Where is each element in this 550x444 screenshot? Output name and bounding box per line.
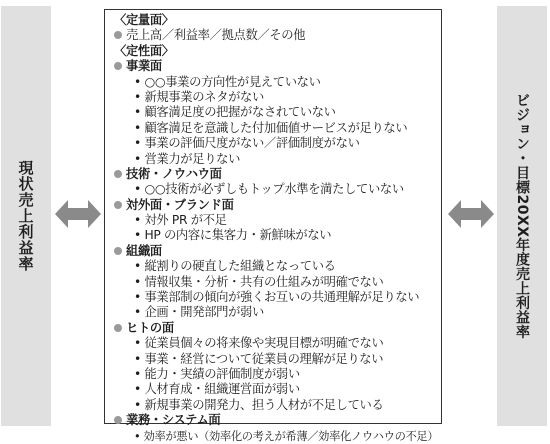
current-state-title: 現状売上利益率	[16, 160, 35, 272]
group-title	[114, 321, 441, 336]
current-state-panel	[1, 6, 51, 426]
group-item: • 新規事業のネタがない	[134, 89, 264, 104]
group-item-text: 従業員個々の将来像や実現目標が明確でない	[144, 336, 384, 351]
group-title-text: ヒトの面	[126, 320, 174, 335]
group-item-text: 企画・開発部門が弱い	[144, 305, 264, 320]
group-item: • 事業部制の傾向が強くお互いの共通理解が足りない	[134, 290, 420, 305]
group-item-text: ○○事業の方向性が見えていない	[144, 74, 321, 89]
group-item-text: 対外 PR が不足	[144, 213, 227, 228]
group-item-text: 情報収集・分析・共有の仕組みが明確でない	[144, 274, 384, 289]
bullet-icon	[114, 416, 122, 424]
quantitative-item-text: 売上高／利益率／拠点数／その他	[126, 28, 306, 43]
group-item: • 営業力が足りない	[134, 151, 241, 166]
group-item-text: 新規事業の開発力、担う人材が不足している	[144, 397, 384, 412]
group-title-text: 業務・システム面	[126, 413, 221, 428]
qualitative-heading: 〈定性面〉	[114, 43, 174, 58]
group-item-text: 縦割りの硬直した組織となっている	[144, 259, 336, 274]
group-item-text: ○○技術が必ずしもトップ水準を満たしていない	[144, 182, 404, 197]
group-item-text: 顧客満足度の把握がなされていない	[144, 105, 336, 120]
double-arrow-right-icon	[448, 199, 494, 229]
group-title	[114, 198, 441, 213]
vision-goal-panel	[497, 6, 547, 426]
group-item: • HP の内容に集客力・新鮮味がない	[134, 228, 332, 243]
group-item-text: 新規事業のネタがない	[144, 89, 264, 104]
group-title-text: 組織面	[126, 243, 162, 258]
group-title	[114, 59, 441, 74]
group-item: • 新規事業の開発力、担う人材が不足している	[134, 397, 384, 412]
qualitative-groups	[114, 59, 441, 444]
group-title	[114, 167, 441, 182]
group-item: • ○○技術が必ずしもトップ水準を満たしていない	[134, 182, 404, 197]
group-item-text: 人材育成・組織運営面が弱い	[144, 382, 300, 397]
group-item: • 従業員個々の将来像や実現目標が明確でない	[134, 336, 384, 351]
group-item-text: 顧客満足を意識した付加価値サービスが足りない	[144, 120, 408, 135]
group-item: • 人材育成・組織運営面が弱い	[134, 382, 300, 397]
group-item-text: HP の内容に集客力・新鮮味がない	[144, 228, 332, 243]
group-item: • 効率が悪い（効率化の考えが希薄／効率化ノウハウの不足）	[134, 429, 439, 443]
group-title-text: 事業面	[126, 59, 162, 74]
bullet-icon	[114, 170, 122, 178]
group-title	[114, 244, 441, 259]
group-title	[114, 413, 441, 428]
bullet-icon	[114, 201, 122, 209]
bullet-icon	[114, 62, 122, 70]
group-item: • 縦割りの硬直した組織となっている	[134, 259, 336, 274]
issues-box	[104, 9, 442, 443]
group-item: • 顧客満足度の把握がなされていない	[134, 105, 336, 120]
group-item: • 企画・開発部門が弱い	[134, 305, 264, 320]
group-item: • 対外 PR が不足	[134, 213, 227, 228]
quantitative-item	[114, 28, 441, 43]
double-arrow-left-icon	[55, 199, 101, 229]
group-item-text: 能力・実績の評価制度が弱い	[144, 366, 300, 381]
group-item-text: 事業の評価尺度がない／評価制度がない	[144, 136, 360, 151]
bullet-icon	[114, 324, 122, 332]
group-item: • 能力・実績の評価制度が弱い	[134, 366, 300, 381]
group-title-text: 技術・ノウハウ面	[126, 166, 222, 181]
group-item: • ○○事業の方向性が見えていない	[134, 74, 321, 89]
group-item-text: 事業・経営について従業員の理解が足りない	[144, 351, 384, 366]
group-item: • 情報収集・分析・共有の仕組みが明確でない	[134, 274, 384, 289]
quantitative-heading: 〈定量面〉	[114, 13, 174, 27]
bullet-icon	[114, 31, 122, 39]
group-item: • 事業の評価尺度がない／評価制度がない	[134, 136, 360, 151]
group-item-text: 事業部制の傾向が強くお互いの共通理解が足りない	[144, 290, 420, 305]
group-item-text: 営業力が足りない	[144, 151, 241, 166]
group-item: • 顧客満足を意識した付加価値サービスが足りない	[134, 120, 408, 135]
group-item-text: 効率が悪い（効率化の考えが希薄／効率化ノウハウの不足）	[143, 429, 439, 443]
group-title-text: 対外面・ブランド面	[126, 197, 234, 212]
bullet-icon	[114, 247, 122, 255]
group-item: • 事業・経営について従業員の理解が足りない	[134, 351, 384, 366]
vision-goal-title: ビジョン・目標20XX年度売上利益率	[514, 92, 530, 340]
